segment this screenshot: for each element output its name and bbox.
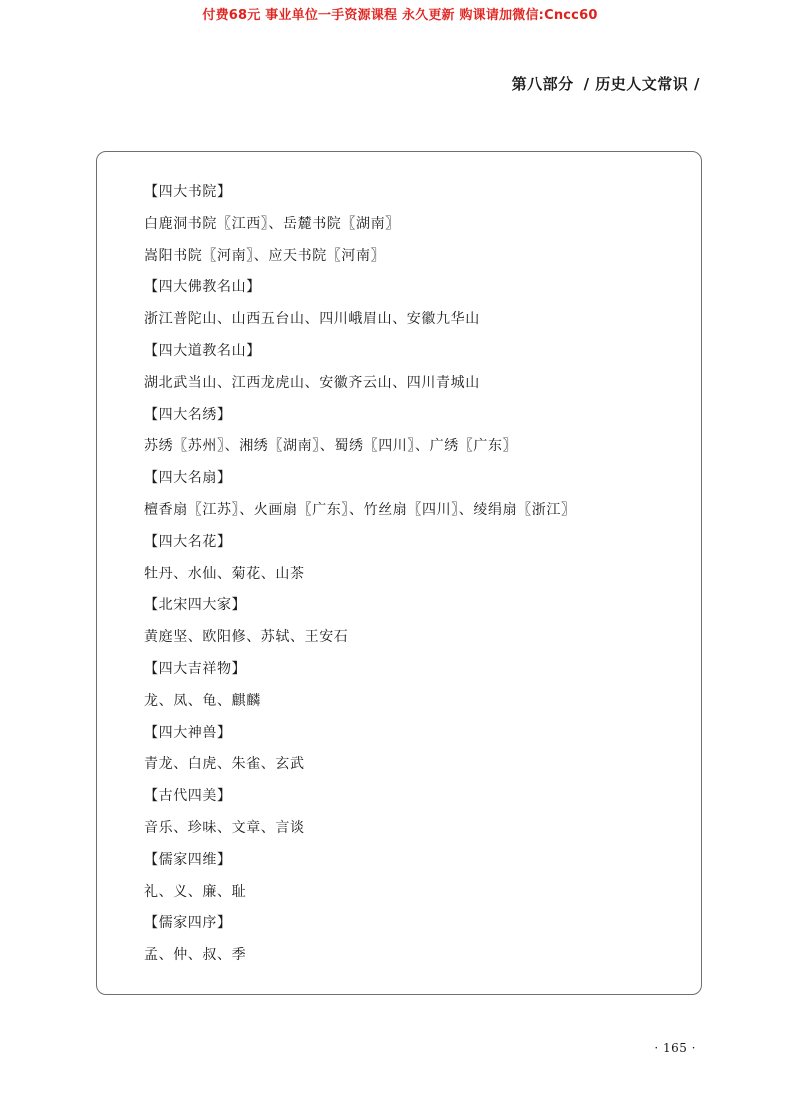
category-items: 苏绣〖苏州〗、湘绣〖湖南〗、蜀绣〖四川〗、广绣〖广东〗	[144, 438, 518, 455]
category-heading: 【儒家四维】	[144, 851, 232, 868]
category-items: 湖北武当山、江西龙虎山、安徽齐云山、四川青城山	[144, 374, 480, 391]
category-heading: 【四大道教名山】	[144, 342, 261, 359]
category-items: 礼、义、廉、耻	[144, 883, 247, 900]
category-items: 牡丹、水仙、菊花、山茶	[144, 565, 305, 582]
category-items: 白鹿洞书院〖江西〗、岳麓书院〖湖南〗	[144, 215, 400, 232]
category-heading: 【四大佛教名山】	[144, 279, 261, 296]
category-heading: 【四大神兽】	[144, 724, 232, 741]
category-heading: 【北宋四大家】	[144, 597, 247, 614]
category-items: 龙、凤、龟、麒麟	[144, 692, 261, 709]
page-number: · 165 ·	[654, 1041, 696, 1055]
category-heading: 【四大名花】	[144, 533, 232, 550]
section-header	[512, 73, 706, 94]
category-items: 浙江普陀山、山西五台山、四川峨眉山、安徽九华山	[144, 311, 480, 328]
category-heading: 【四大书院】	[144, 184, 232, 200]
category-heading: 【四大吉祥物】	[144, 660, 247, 677]
part-title: 第八部分	[511, 75, 574, 93]
category-items: 孟、仲、叔、季	[144, 947, 247, 964]
category-items: 青龙、白虎、朱雀、玄武	[144, 756, 305, 773]
category-items: 黄庭坚、欧阳修、苏轼、王安石	[144, 629, 349, 646]
category-heading: 【四大名扇】	[144, 470, 232, 487]
category-heading: 【四大名绣】	[144, 406, 232, 423]
category-items: 嵩阳书院〖河南〗、应天书院〖河南〗	[144, 247, 386, 264]
content-box	[96, 151, 702, 995]
category-items: 音乐、珍味、文章、言谈	[144, 819, 305, 836]
promo-banner: 付费68元 事业单位一手资源课程 永久更新 购课请加微信:Cncc60	[202, 8, 598, 23]
category-items: 檀香扇〖江苏〗、火画扇〖广东〗、竹丝扇〖四川〗、绫绢扇〖浙江〗	[144, 501, 576, 518]
entry-list	[144, 177, 576, 972]
category-heading: 【古代四美】	[144, 788, 232, 805]
category-heading: 【儒家四序】	[144, 915, 232, 932]
section-title: / 历史人文常识 /	[583, 75, 700, 93]
